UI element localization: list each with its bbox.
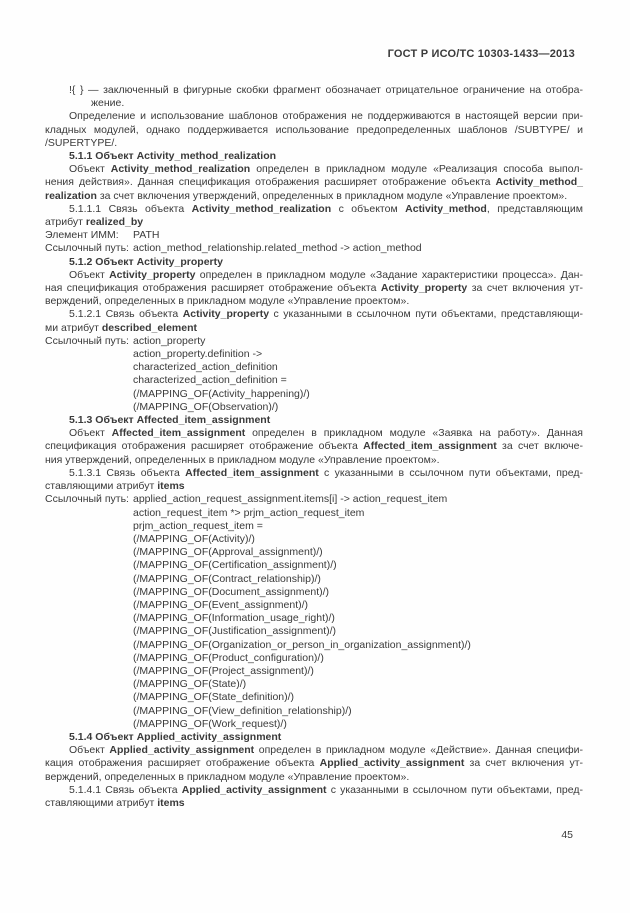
text-segment: верждений, определенных в прикладном модуле «Управление проектом». [45, 770, 410, 783]
text-segment: (/MAPPING_OF(Justification_assignment)/) [133, 625, 337, 638]
text-line [45, 335, 583, 348]
text-line [45, 573, 583, 586]
entity-name: Activity_method [405, 202, 487, 215]
text-segment: с объектом [331, 202, 406, 215]
text-segment: (/MAPPING_OF(Certification_assignment)/) [133, 559, 337, 572]
text-line [45, 507, 583, 520]
text-segment: Объект [69, 744, 110, 757]
text-line [45, 256, 583, 269]
text-segment: ная спецификация отображения расширяет отображение объекта [45, 282, 381, 295]
text-segment: (/MAPPING_OF(Contract_relationship)/) [133, 572, 321, 585]
text-line [45, 705, 583, 718]
text-segment: (/MAPPING_OF(Information_usage_right)/) [133, 612, 335, 625]
text-segment: кация отображения расширяет отображение объекта [45, 757, 320, 770]
text-segment: за счет включения ут- [467, 282, 583, 295]
entity-name: items [157, 480, 185, 493]
text-segment: с указанными в ссылочном пути объектами, пред- [326, 783, 583, 796]
text-segment: с указанными в ссылочном пути объектами, пред- [318, 466, 583, 479]
text-segment: (/MAPPING_OF(Product_configuration)/) [133, 651, 324, 664]
text-segment: (/MAPPING_OF(Event_assignment)/) [133, 598, 309, 611]
text-segment: определен в прикладном модуле «Задание характеристики процесса». Дан- [195, 268, 583, 281]
text-line [45, 348, 583, 361]
text-line [45, 242, 583, 255]
text-line [45, 308, 583, 321]
text-line [45, 203, 583, 216]
text-segment: за счет включения утверждений, определенных в прикладном модуле «Управление проектом». [96, 189, 568, 202]
text-line [45, 163, 583, 176]
text-segment: жение. [91, 97, 125, 110]
text-line [45, 322, 583, 335]
entity-name: items [157, 796, 185, 809]
text-line [45, 480, 583, 493]
entity-name: described_element [101, 321, 198, 334]
entity-name: 5.1.3 Объект Affected_item_assignment [69, 414, 271, 427]
text-line [45, 493, 583, 506]
text-segment: action_request_item *> prjm_action_request_item [133, 506, 365, 519]
entity-name: Affected_item_assignment [363, 440, 497, 453]
text-line [45, 652, 583, 665]
text-segment: спецификация отображения расширяет отображение объекта [45, 440, 364, 453]
text-line [45, 295, 583, 308]
text-line [45, 559, 583, 572]
text-segment: 5.1.4.1 Связь объекта [69, 783, 182, 796]
text-segment: Определение и использование шаблонов отображения не поддерживаются в настоящей версии при- [69, 110, 583, 123]
text-segment: action_property [133, 334, 206, 347]
text-segment: applied_action_request_assignment.items[i] -> action_request_item [133, 493, 448, 506]
field-label: Ссылочный путь: [45, 242, 129, 255]
text-line [45, 124, 583, 137]
text-line [45, 520, 583, 533]
text-line [45, 467, 583, 480]
text-line [45, 546, 583, 559]
text-segment: с указанными в ссылочном пути объектами, представляющи- [269, 308, 583, 321]
text-segment: Объект [69, 163, 111, 176]
text-segment: нения действия». Данная спецификация отображения расширяет отображение объекта [45, 176, 496, 189]
text-line [45, 665, 583, 678]
entity-name: realization [45, 189, 97, 202]
text-line [45, 612, 583, 625]
text-line [45, 784, 583, 797]
entity-name: 5.1.4 Объект Applied_activity_assignment [69, 730, 282, 743]
text-line [45, 110, 583, 123]
text-line [45, 427, 583, 440]
text-line [45, 216, 583, 229]
entity-name: Activity_method_realization [110, 163, 251, 176]
text-segment: Объект [69, 427, 112, 440]
text-line [45, 414, 583, 427]
field-label: Ссылочный путь: [45, 334, 129, 347]
text-segment: , представляющим [486, 202, 583, 215]
document-body [45, 84, 583, 810]
text-line [45, 440, 583, 453]
text-segment: !{ } — заключенный в фигурные скобки фрагмент обозначает отрицательное ограничение на отобра- [69, 84, 583, 96]
text-segment: (/MAPPING_OF(Work_request)/) [133, 717, 287, 730]
text-segment: 5.1.2.1 Связь объекта [69, 308, 183, 321]
text-segment: prjm_action_request_item = [133, 519, 263, 532]
text-segment: (/MAPPING_OF(View_definition_relationship)/) [133, 704, 352, 717]
text-line [45, 691, 583, 704]
text-line [45, 388, 583, 401]
text-segment: определен в прикладном модуле «Реализация способа выпол- [250, 163, 583, 176]
text-line [45, 97, 583, 110]
text-line [45, 176, 583, 189]
text-segment: кладных модулей, однако поддерживается использование предопределенных шаблонов /SUBTYPE/ и [45, 123, 583, 136]
text-segment: (/MAPPING_OF(Observation)/) [133, 400, 279, 413]
text-line [45, 586, 583, 599]
text-segment: characterized_action_definition [133, 361, 278, 374]
entity-name: Affected_item_assignment [111, 427, 246, 440]
entity-name: Activity_property [380, 282, 468, 295]
text-segment: 5.1.1.1 Связь объекта [69, 202, 192, 215]
entity-name: realized_by [85, 216, 144, 229]
text-line [45, 137, 583, 150]
text-line [45, 454, 583, 467]
text-line [45, 797, 583, 810]
text-segment: за счет включе- [496, 440, 583, 453]
standard-number-header: ГОСТ Р ИСО/ТС 10303-1433—2013 [387, 48, 575, 60]
entity-name: Applied_activity_assignment [109, 744, 255, 757]
text-segment: атрибут [45, 216, 86, 229]
entity-name: Affected_item_assignment [185, 466, 319, 479]
text-segment: action_property.definition -> [133, 348, 263, 361]
text-segment: (/MAPPING_OF(Project_assignment)/) [133, 664, 314, 677]
text-line [45, 757, 583, 770]
entity-name: Applied_activity_assignment [181, 783, 327, 796]
text-segment: PATH [133, 229, 160, 242]
text-line [45, 84, 583, 97]
text-segment: (/MAPPING_OF(Approval_assignment)/) [133, 546, 323, 559]
text-segment: 5.1.3.1 Связь объекта [69, 466, 186, 479]
text-segment: за счет включения ут- [464, 757, 583, 770]
text-segment: (/MAPPING_OF(State)/) [133, 678, 247, 691]
text-line [45, 190, 583, 203]
text-segment: (/MAPPING_OF(Organization_or_person_in_organization_assignment)/) [133, 638, 471, 651]
text-segment: action_method_relationship.related_method -> action_method [133, 242, 422, 255]
text-segment: ми атрибут [45, 321, 102, 334]
entity-name: 5.1.1 Объект Activity_method_realization [69, 150, 277, 163]
text-segment: ставляющими атрибут [45, 796, 158, 809]
entity-name: Activity_method_ [495, 176, 583, 189]
text-line [45, 533, 583, 546]
text-line [45, 718, 583, 731]
text-segment: определен в прикладном модуле «Действие». Данная специфи- [254, 744, 583, 757]
entity-name: 5.1.2 Объект Activity_property [69, 255, 223, 268]
text-line [45, 361, 583, 374]
page-number: 45 [561, 829, 573, 841]
field-label: Ссылочный путь: [45, 493, 129, 506]
text-line [45, 229, 583, 242]
text-line [45, 731, 583, 744]
text-segment: Объект [69, 268, 110, 281]
text-segment: верждений, определенных в прикладном модуле «Управление проектом». [45, 295, 410, 308]
text-line [45, 150, 583, 163]
text-segment: ставляющими атрибут [45, 480, 158, 493]
text-line [45, 744, 583, 757]
text-segment: /SUPERTYPE/. [45, 136, 118, 149]
text-line [45, 401, 583, 414]
text-line [45, 282, 583, 295]
text-segment: (/MAPPING_OF(State_definition)/) [133, 691, 295, 704]
text-line [45, 771, 583, 784]
text-segment: (/MAPPING_OF(Activity_happening)/) [133, 387, 310, 400]
text-line [45, 599, 583, 612]
entity-name: Activity_method_realization [191, 202, 332, 215]
text-segment: (/MAPPING_OF(Activity)/) [133, 532, 255, 545]
entity-name: Applied_activity_assignment [319, 757, 465, 770]
text-segment: ния утверждений, определенных в прикладном модуле «Управление проектом». [45, 453, 440, 466]
entity-name: Activity_property [109, 268, 196, 281]
text-segment: определен в прикладном модуле «Заявка на работу». Данная [245, 427, 583, 440]
text-line [45, 639, 583, 652]
text-line [45, 678, 583, 691]
text-segment: (/MAPPING_OF(Document_assignment)/) [133, 585, 330, 598]
text-line [45, 625, 583, 638]
text-line [45, 269, 583, 282]
text-segment: characterized_action_definition = [133, 374, 287, 387]
text-line [45, 374, 583, 387]
field-label: Элемент ИММ: [45, 229, 119, 242]
entity-name: Activity_property [182, 308, 270, 321]
